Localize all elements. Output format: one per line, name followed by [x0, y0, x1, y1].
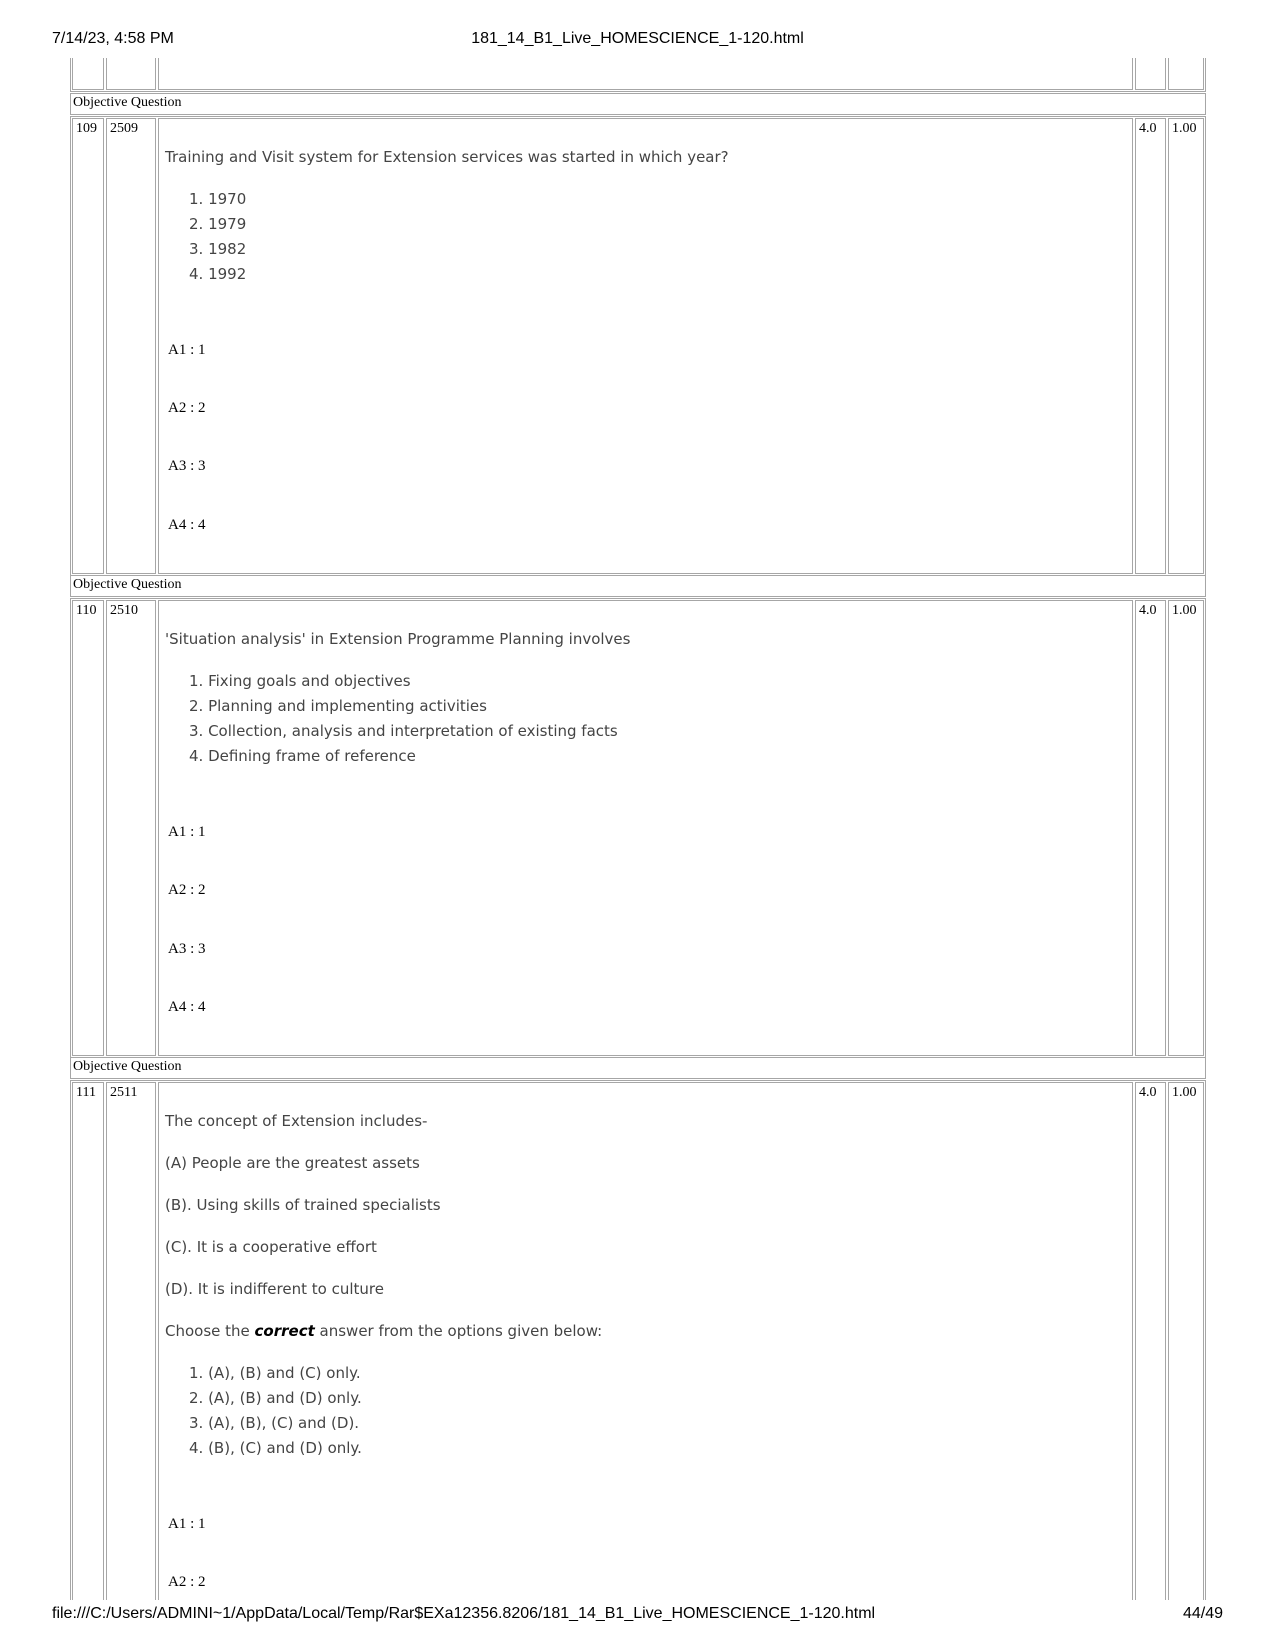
question-negative-marks: 1.00 — [1168, 118, 1204, 574]
answer-key: A1 : 1 — [168, 342, 206, 358]
option-item: 3. (A), (B), (C) and (D). — [189, 1414, 360, 1432]
instruction-before: Choose the — [165, 1322, 255, 1340]
question-id: 2509 — [106, 118, 156, 574]
document-title: 181_14_B1_Live_HOMESCIENCE_1-120.html — [471, 30, 804, 47]
question-text: The concept of Extension includes- — [165, 1112, 428, 1130]
option-item: 1. Fixing goals and objectives — [189, 672, 411, 690]
question-content-cell — [158, 600, 1133, 1056]
answer-key: A1 : 1 — [168, 1516, 206, 1532]
answer-key: A1 : 1 — [168, 824, 206, 840]
option-item: 2. Planning and implementing activities — [189, 697, 487, 715]
print-datetime: 7/14/23, 4:58 PM — [52, 30, 174, 47]
prev-row-id-cell — [106, 58, 156, 90]
option-item: 4. (B), (C) and (D) only. — [189, 1439, 362, 1457]
option-item: 1. 1970 — [189, 190, 247, 208]
instruction-emphasis: correct — [254, 1322, 315, 1340]
answer-key: A2 : 2 — [168, 1574, 206, 1590]
section-label: Objective Question — [70, 575, 1206, 597]
answer-key: A3 : 3 — [168, 458, 206, 474]
prev-row-num-cell — [72, 58, 104, 90]
question-text: Training and Visit system for Extension services was started in which year? — [165, 148, 729, 166]
prev-row-marks-cell — [1135, 58, 1166, 90]
statement-line: (D). It is indifferent to culture — [165, 1280, 384, 1298]
page-number: 44/49 — [1182, 1605, 1223, 1622]
section-label: Objective Question — [70, 1057, 1206, 1079]
option-item: 3. Collection, analysis and interpretation of existing facts — [189, 722, 618, 740]
instruction-line — [165, 1322, 602, 1340]
question-negative-marks: 1.00 — [1168, 600, 1204, 1056]
section-label: Objective Question — [70, 93, 1206, 115]
answer-key: A4 : 4 — [168, 517, 206, 533]
statement-line: (C). It is a cooperative effort — [165, 1238, 377, 1256]
question-text: 'Situation analysis' in Extension Programme Planning involves — [165, 630, 631, 648]
file-path: file:///C:/Users/ADMINI~1/AppData/Local/Temp/Rar$EXa12356.8206/181_14_B1_Live_HOMESCIENCE_1-120.html — [52, 1605, 876, 1622]
question-negative-marks: 1.00 — [1168, 1082, 1204, 1600]
option-item: 1. (A), (B) and (C) only. — [189, 1364, 361, 1382]
option-item: 4. 1992 — [189, 265, 247, 283]
option-item: 2. 1979 — [189, 215, 247, 233]
answer-key: A3 : 3 — [168, 941, 206, 957]
question-content-cell — [158, 118, 1133, 574]
question-id: 2510 — [106, 600, 156, 1056]
question-marks: 4.0 — [1135, 1082, 1166, 1600]
question-number: 109 — [72, 118, 104, 574]
option-item: 4. Defining frame of reference — [189, 747, 416, 765]
question-number: 111 — [72, 1082, 104, 1600]
answer-key: A4 : 4 — [168, 999, 206, 1015]
instruction-after: answer from the options given below: — [314, 1322, 603, 1340]
statement-line: (A) People are the greatest assets — [165, 1154, 420, 1172]
statement-line: (B). Using skills of trained specialists — [165, 1196, 441, 1214]
answer-key: A2 : 2 — [168, 400, 206, 416]
prev-row-neg-cell — [1168, 58, 1204, 90]
question-id: 2511 — [106, 1082, 156, 1600]
question-marks: 4.0 — [1135, 600, 1166, 1056]
option-item: 3. 1982 — [189, 240, 247, 258]
prev-row-content-cell — [158, 58, 1133, 90]
answer-key: A2 : 2 — [168, 882, 206, 898]
option-item: 2. (A), (B) and (D) only. — [189, 1389, 362, 1407]
question-marks: 4.0 — [1135, 118, 1166, 574]
question-number: 110 — [72, 600, 104, 1056]
